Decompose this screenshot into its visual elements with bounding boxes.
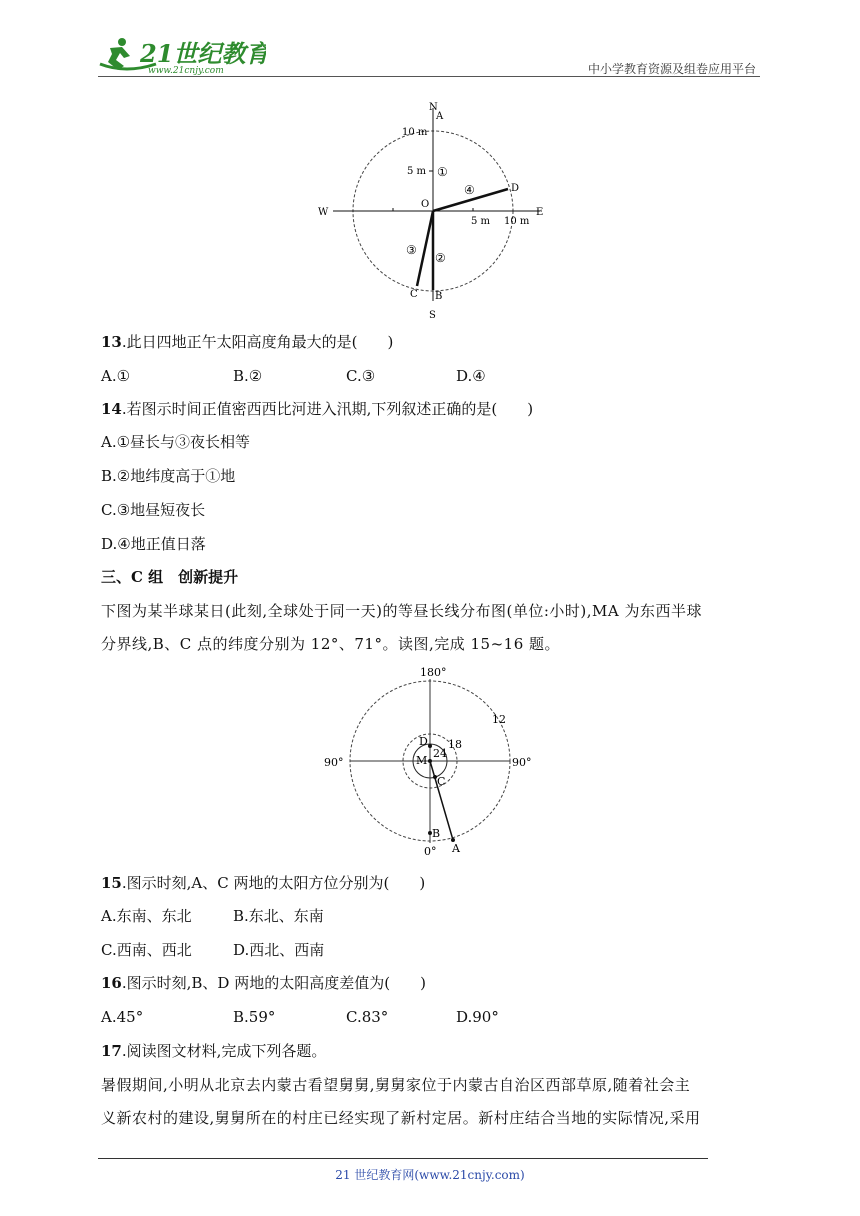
question-15-stem: .图示时刻,A、C 两地的太阳方位分别为( ) xyxy=(121,874,426,892)
label-180: 180° xyxy=(420,666,447,679)
question-16-stem: .图示时刻,B、D 两地的太阳高度差值为( ) xyxy=(121,974,426,992)
logo xyxy=(96,34,266,76)
label-10m-right: 10 m xyxy=(504,216,530,227)
region-2-label: ② xyxy=(435,251,446,265)
question-14-stem: .若图示时间正值密西西比河进入汛期,下列叙述正确的是( ) xyxy=(121,400,534,418)
q13-option-b: B.② xyxy=(233,367,263,385)
q14-option-c: C.③地昼短夜长 xyxy=(101,501,206,519)
figure-compass xyxy=(300,96,560,326)
label-24: 24 xyxy=(433,747,447,760)
question-17-stem: .阅读图文材料,完成下列各题。 xyxy=(121,1042,327,1060)
material-line-2: 义新农村的建设,舅舅所在的村庄已经实现了新村定居。新村庄结合当地的实际情况,采用 xyxy=(101,1109,701,1127)
header-divider xyxy=(98,76,760,77)
logo-runner-icon xyxy=(96,34,266,76)
label-O: O xyxy=(421,199,430,210)
label-S: S xyxy=(429,310,436,321)
q15-option-a: A.东南、东北 xyxy=(101,907,192,925)
question-16-number: 16 xyxy=(101,974,122,992)
label-B: B xyxy=(435,291,443,302)
question-15-number: 15 xyxy=(101,874,122,892)
label-90-left: 90° xyxy=(324,756,344,769)
label-5m-top: 5 m xyxy=(407,166,427,177)
question-16 xyxy=(101,973,426,993)
label-18: 18 xyxy=(448,738,462,751)
question-13 xyxy=(101,332,393,352)
question-17-number: 17 xyxy=(101,1042,122,1060)
region-3-label: ③ xyxy=(406,243,417,257)
label-N: N xyxy=(429,102,438,113)
q14-option-d: D.④地正值日落 xyxy=(101,535,206,553)
q14-option-b: B.②地纬度高于①地 xyxy=(101,467,236,485)
footer-link[interactable]: 21 世纪教育网(www.21cnjy.com) xyxy=(335,1168,525,1182)
q16-option-c: C.83° xyxy=(346,1008,389,1026)
site-name: 中小学教育资源及组卷应用平台 xyxy=(587,62,756,76)
point-M xyxy=(428,759,432,763)
q13-option-d: D.④ xyxy=(456,367,486,385)
intro-line-1: 下图为某半球某日(此刻,全球处于同一天)的等昼长线分布图(单位:小时),MA 为东西半球 xyxy=(101,602,702,620)
label-5m-right: 5 m xyxy=(471,216,491,227)
q16-option-d: D.90° xyxy=(456,1008,499,1026)
label-90-right: 90° xyxy=(512,756,532,769)
label-D: D xyxy=(511,183,520,194)
region-4-label: ④ xyxy=(464,183,475,197)
question-13-number: 13 xyxy=(101,333,122,351)
q16-option-a: A.45° xyxy=(101,1008,144,1026)
label-B: B xyxy=(432,827,441,840)
label-A: A xyxy=(436,111,444,122)
question-14-number: 14 xyxy=(101,400,122,418)
q15-option-d: D.西北、西南 xyxy=(233,941,325,959)
question-14 xyxy=(101,399,533,419)
figure-daylength xyxy=(318,662,548,860)
label-M: M xyxy=(416,754,428,767)
material-line-1: 暑假期间,小明从北京去内蒙古看望舅舅,舅舅家位于内蒙古自治区西部草原,随着社会主 xyxy=(101,1076,691,1094)
intro-line-2: 分界线,B、C 点的纬度分别为 12°、71°。读图,完成 15~16 题。 xyxy=(101,635,561,653)
label-0: 0° xyxy=(424,845,437,858)
region-1-label: ① xyxy=(437,165,448,179)
q15-option-b: B.东北、东南 xyxy=(233,907,324,925)
q16-option-b: B.59° xyxy=(233,1008,276,1026)
logo-url-text: www.21cnjy.com xyxy=(148,66,224,76)
label-D: D xyxy=(419,735,428,748)
footer-divider xyxy=(98,1158,708,1159)
label-C: C xyxy=(410,289,418,300)
section-c-heading: 三、C 组 创新提升 xyxy=(101,568,239,586)
question-15 xyxy=(101,873,425,893)
q13-option-c: C.③ xyxy=(346,367,376,385)
label-E: E xyxy=(536,207,544,218)
label-A: A xyxy=(452,842,460,855)
logo-text: 21世纪教育 xyxy=(140,39,266,68)
q14-option-a: A.①昼长与③夜长相等 xyxy=(101,433,251,451)
line-OC xyxy=(417,211,433,286)
label-10m-top: 10 m xyxy=(402,127,428,138)
q13-option-a: A.① xyxy=(101,367,131,385)
question-17 xyxy=(101,1041,326,1061)
question-13-stem: .此日四地正午太阳高度角最大的是( ) xyxy=(121,333,394,351)
label-12: 12 xyxy=(492,713,506,726)
point-D xyxy=(428,744,432,748)
label-W: W xyxy=(318,207,329,218)
q15-option-c: C.西南、西北 xyxy=(101,941,192,959)
label-C: C xyxy=(437,775,446,788)
